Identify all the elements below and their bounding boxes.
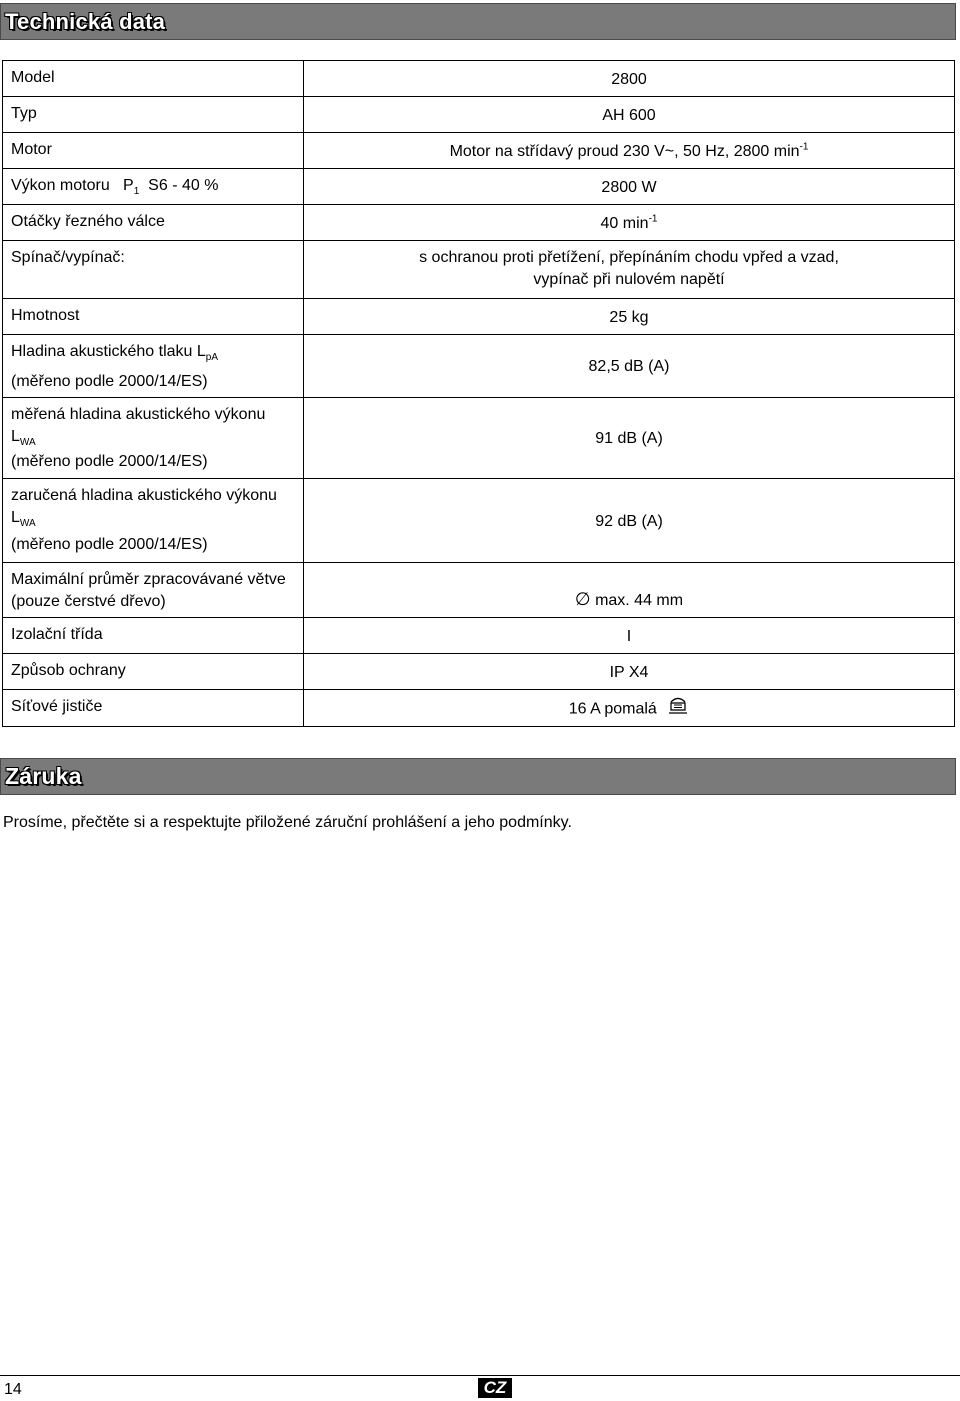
page-number: 14: [4, 1381, 22, 1398]
guaranteed-power-label-line1: zaručená hladina akustického výkonu: [11, 487, 277, 504]
spec-row-max-diameter: [3, 563, 955, 618]
motor-value-exponent: -1: [799, 141, 809, 153]
measured-power-label-line3: (měřeno podle 2000/14/ES): [11, 453, 208, 470]
spec-row-sound-pressure: [3, 335, 955, 398]
spec-row-type: [3, 97, 955, 133]
spec-row-model: [3, 61, 955, 97]
power-label-mode: S6 - 40 %: [139, 177, 219, 194]
technical-data-title: Technická data: [5, 9, 166, 34]
spec-row-measured-power: [3, 398, 955, 479]
sound-pressure-label-line2: (měřeno podle 2000/14/ES): [11, 373, 208, 390]
guaranteed-power-label-line3: (měřeno podle 2000/14/ES): [11, 536, 208, 553]
switch-value-line2: vypínač při nulovém napětí: [533, 271, 725, 288]
spec-value-insulation: I: [304, 618, 955, 654]
max-diameter-label-line2: (pouze čerstvé dřevo): [11, 593, 166, 610]
spec-row-protection: [3, 654, 955, 690]
language-badge: CZ: [478, 1378, 512, 1398]
spec-row-switch: [3, 241, 955, 299]
spec-row-weight: [3, 299, 955, 335]
spec-row-insulation: [3, 618, 955, 654]
warranty-title: Záruka: [5, 763, 82, 789]
spec-value-power: 2800 W: [304, 169, 955, 205]
guaranteed-power-label-symbol: L: [11, 509, 20, 526]
spec-value-roller-speed: [304, 205, 955, 241]
spec-label-motor: Motor: [3, 133, 304, 169]
spec-label-type: Typ: [3, 97, 304, 133]
spec-label-roller-speed: Otáčky řezného válce: [3, 205, 304, 241]
technical-data-table: [2, 60, 955, 727]
spec-value-fuses: [304, 690, 955, 727]
spec-label-max-diameter: [3, 563, 304, 618]
guaranteed-power-label-line2: [11, 507, 295, 529]
spec-value-motor: [304, 133, 955, 169]
spec-value-weight: 25 kg: [304, 299, 955, 335]
measured-power-label-line2: [11, 426, 295, 448]
warranty-header: [0, 758, 956, 795]
sound-pressure-label-text: Hladina akustického tlaku L: [11, 343, 206, 360]
spec-label-weight: Hmotnost: [3, 299, 304, 335]
spec-row-roller-speed: [3, 205, 955, 241]
spec-label-power: [3, 169, 304, 205]
technical-data-header: [0, 3, 956, 40]
switch-value-line1: s ochranou proti přetížení, přepínáním chodu vpřed a vzad,: [419, 249, 839, 266]
measured-power-label-symbol: L: [11, 428, 20, 445]
measured-power-label-subscript: WA: [19, 437, 36, 449]
spec-label-guaranteed-power: [3, 479, 304, 563]
roller-speed-value-text: 40 min: [600, 214, 649, 232]
sound-pressure-label-line1: [11, 341, 295, 363]
spec-row-fuses: [3, 690, 955, 727]
spec-value-max-diameter: [304, 563, 955, 618]
spec-row-motor: [3, 133, 955, 169]
fuses-value-text: 16 A pomalá: [568, 700, 657, 718]
spec-label-insulation: Izolační třída: [3, 618, 304, 654]
spec-row-power: [3, 169, 955, 205]
footer-rule: [0, 1375, 960, 1376]
measured-power-label-line1: měřená hladina akustického výkonu: [11, 406, 266, 423]
spec-label-sound-pressure: [3, 335, 304, 398]
motor-value-text: Motor na střídavý proud 230 V~, 50 Hz, 2800 min: [449, 142, 800, 160]
max-diameter-label-line1: Maximální průměr zpracovávané větve: [11, 571, 286, 588]
spec-row-guaranteed-power: [3, 479, 955, 563]
max-diameter-value-text: max. 44 mm: [595, 592, 684, 609]
spec-value-switch: [304, 241, 955, 299]
diameter-icon: ∅: [574, 589, 591, 609]
roller-speed-value-exponent: -1: [648, 213, 658, 225]
spec-label-switch: Spínač/vypínač:: [3, 241, 304, 299]
spec-value-guaranteed-power: 92 dB (A): [304, 479, 955, 563]
spec-value-protection: IP X4: [304, 654, 955, 690]
spec-label-measured-power: [3, 398, 304, 479]
spec-value-sound-pressure: 82,5 dB (A): [304, 335, 955, 398]
power-label-text: Výkon motoru P: [11, 177, 134, 194]
spec-value-measured-power: 91 dB (A): [304, 398, 955, 479]
guaranteed-power-label-subscript: WA: [19, 518, 36, 530]
sound-pressure-label-subscript: pA: [205, 352, 219, 364]
warranty-text: Prosíme, přečtěte si a respektujte přiložené záruční prohlášení a jeho podmínky.: [3, 814, 572, 831]
slow-blow-fuse-icon: [661, 696, 689, 723]
spec-value-model: 2800: [304, 61, 955, 97]
spec-value-type: AH 600: [304, 97, 955, 133]
spec-label-model: Model: [3, 61, 304, 97]
power-label-subscript: 1: [133, 186, 140, 198]
spec-label-protection: Způsob ochrany: [3, 654, 304, 690]
spec-label-fuses: Síťové jističe: [3, 690, 304, 727]
